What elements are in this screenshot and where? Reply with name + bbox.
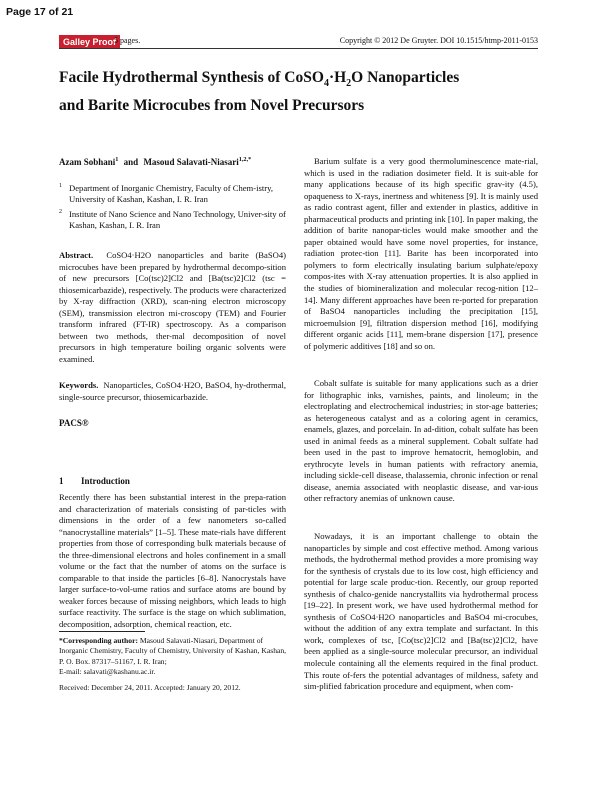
section-heading-introduction: 1 Introduction [59, 476, 130, 486]
abstract: Abstract. CoSO4·H2O nanoparticles and barite (BaSO4) microcubes have been prepared by hydrothermal decompo-sition of new precursors [Co(tsc)2]Cl2 and [Ba(tsc)2]Cl2 (tsc = thiosemicarbazide), respectively. The products were characterized by X-ray diffraction (XRD), scan-ning electron microscopy (SEM), transmission electron mi-croscopy (TEM) and Fourier transform infrared (FT-IR) spectroscopy. As a comparison between two methods, ther-mal decomposition of novel precursors in high temperature boiling organic solvents were examined. [59, 250, 286, 364]
intro-paragraph-right-3: Nowadays, it is an important challenge to obtain the nanoparticles by simple and cost effective method. Among various methods, the hydrothermal method provides a more promising way for the synthesis of crystals due to its low cost, high efficiency and potential for large scale produc-tion. Recently, our group reported synthesis of chalco-genide nancrystallits via hydrothermal process [19–22]. In present work, we have used hydrothermal method for synthesis of CoSO4·H2O nanoparticles and BaSO4 mi-crocubes, without the addition of any extra template and surfactant. In this work, complexes of tsc, [Co(tsc)2]Cl2 and [Ba(tsc)2]Cl2, have been applied as a single-source molecular precursor, an individual molecule containing all the elements required in the final product. This route of-fers the potential advantages of mildness, safety and sim-plified fabrication procedure and equipment, when com- [304, 531, 538, 692]
pacs-label: PACS® [59, 418, 89, 428]
intro-paragraph-right-2: Cobalt sulfate is suitable for many applications such as a drier for lithographic inks, varnishes, paints, and linoleum; in the electroplating and electrochemical industries; in stor-age batteries; as heterogeneous catalyst and as a coloring agent in ceramics, enamels, glazes, and porcelain. In ad-dition, cobalt sulfate has been used in animal feeds as a mineral supplement. Cobalt sulfate had been used in the past to improve hematocrit, hemoglobin, and erythrocyte levels in human patients with refractory anemia, including sickle-cell disease, thalassemia, chronic infection or renal disease, anemia associated with neoplastic disease, and var-ious other refractory anemias of unknown cause. [304, 378, 538, 504]
footnote-rule [59, 631, 145, 632]
header-rule [59, 48, 538, 49]
page-number: Page 17 of 21 [6, 6, 74, 18]
paper-title: Facile Hydrothermal Synthesis of $CoSO_4\cdot H_2O$ Nanoparticles and Barite Microcubes from Novel Precursors [59, 69, 460, 115]
keywords: Keywords. Nanoparticles, CoSO4·H2O, BaSO4, hy-drothermal, single-source precursor, thiosemicarbazide. [59, 380, 286, 402]
corresponding-author-footnote: *Corresponding author: Masoud Salavati-Niasari, Department of Inorganic Chemistry, Faculty of Chemistry, University of Kashan, Kashan, P. O. Box. 87317–51167, I. R. Iran; E-mail: salavati@kashanu.ac.ir. [59, 636, 287, 676]
author-list: Azam Sobhani$^1$ and Masoud Salavati-Niasari$^{1,2,*}$ [59, 156, 252, 167]
intro-paragraph-right-1: Barium sulfate is a very good thermoluminescence mate-rial, which is used in the radiation dosimeter field. It is suit-able for many applications because of its high specific grav-ity (4.5), opaqueness to X-rays, inertness and whiteness [9]. It is mainly used as radio contrast agent, filler and extender in plastics, additive in pharmaceutical products and printing ink [10]. In paper making, the addition of barite nanopar-ticles would make smoother and the paper obtained would have some novel properties, for instance, radiation protec-tion [11]. Barite has been incorporated into polymers to form electrically insulating barium sulphate/epoxy compos-ites with X-ray attenuation properties. It is also applied in the studies of biomineralization and molecular recog-nition [12–14]. Many different approaches have been re-ported for preparation of BaSO4 nanoparticles including the precipitation [15], microemulsion [9], filtration dispersion method [16], modifying different organic acids [11], mem-brane dispersion [17], presence of polymeric additives [18] and so on. [304, 156, 538, 351]
intro-paragraph-left: Recently there has been substantial interest in the prepa-ration and characterization of materials consisting of par-ticles with dimensions in the order of a few nanometers so-called “nanocrystalline materials” [1–5]. These mate-rials have different properties from those of corresponding bulk materials because of the three-dimensional electrons and holes confinement in a small volume or the fact that the number of atoms on the surface is comparable to that inside the particles [6–8]. Nanocrystals have larger surface-to-vol-ume ratios and surface atoms are bound by weaker forces because of missing neighbors, which leads to high surface reactivity. The surface is the stage on which sublimation, decomposition, adsorption, chemical reaction, etc. [59, 492, 286, 630]
affiliation-2: 2 Institute of Nano Science and Nano Technology, Univer-sity of Kashan, Kashan, I. R. Iran [59, 209, 286, 231]
pages-note: 5 pages. [114, 36, 141, 45]
copyright-doi: Copyright © 2012 De Gruyter. DOI 10.1515/htmp-2011-0153 [339, 36, 538, 45]
affiliation-1: 1 Department of Inorganic Chemistry, Faculty of Chem-istry, University of Kashan, Kashan, I. R. Iran [59, 183, 273, 205]
received-dates: Received: December 24, 2011. Accepted: January 20, 2012. [59, 683, 241, 692]
galley-proof-badge: Galley Proof [59, 35, 120, 49]
email-link[interactable]: E-mail: salavati@kashanu.ac.ir. [59, 666, 156, 676]
